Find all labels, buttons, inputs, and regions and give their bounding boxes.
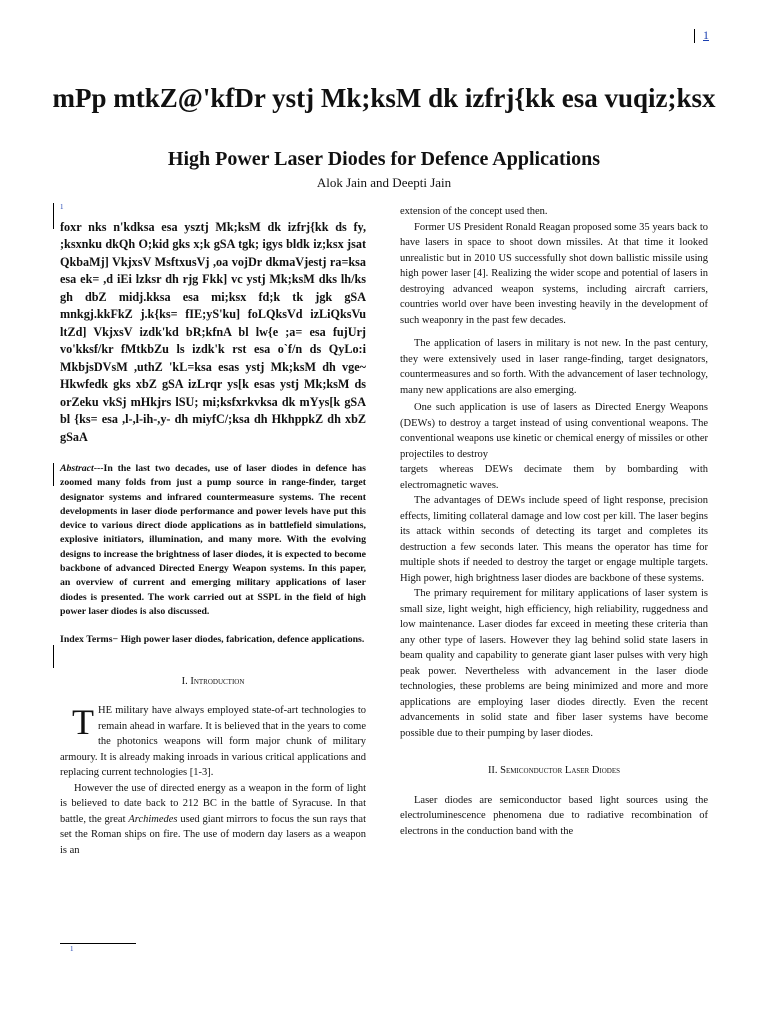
intro-p2-text: However the use of directed energy as a weapon in the form of light is believed to date back to 212 BC in the battle of Syracuse. In that battle, the great [60, 782, 366, 825]
authors: Alok Jain and Deepti Jain [316, 175, 452, 190]
left-column [60, 202, 366, 858]
abstract-text: In the last two decades, use of laser diodes in defence has zoomed many folds from just a pump source in range-finder, target designator systems and infrared countermeasure systems. The recent developments in laser diode performance and power levels have put this device to various direct diode applications as in battlefield simulations, explosive initiators, illumination, and many more. With the evolving designs to increase the brightness of laser diodes, it is expected to become backbone of advanced Directed Energy Weapon systems. In this paper, an overview of current and emerging military applications of laser diodes is presented. The work carried out at SSPL in the field of high power laser diodes is also discussed. [60, 463, 366, 617]
paragraph-reagan: Former US President Ronald Reagan proposed some 35 years back to have lasers in space to shoot down missiles. At that time it looked unrealistic but in 2010 US successfully shot down ballistic missile using high power laser [4]. Realizing the wider scope and potential of lasers in destroying advanced weapon systems, including aircraft carriers, countries world over have been investing heavily in the development of such weaponry in the past few decades. [400, 221, 708, 326]
change-bar [53, 463, 54, 486]
index-terms: Index Terms− High power laser diodes, fabrication, defence applications. [60, 634, 365, 646]
continued-text: extension of the concept used then. [400, 206, 548, 217]
change-bar [53, 203, 54, 229]
abstract-separator: --- [93, 463, 104, 474]
footnote-number[interactable]: 1 [70, 945, 74, 953]
drop-cap: T [72, 702, 94, 743]
title-english: High Power Laser Diodes for Defence Applications [167, 148, 601, 170]
page-number-link[interactable]: 1 [703, 28, 709, 42]
change-bar [53, 645, 54, 668]
paragraph-semiconductor: Laser diodes are semiconductor based light sources using the electroluminescence phenomena due to radiative recombination of electrons in the conduction band with the [400, 794, 708, 837]
paragraph-targets: targets whereas DEWs decimate them by bombarding with electromagnetic waves. [400, 464, 708, 491]
page-number [694, 28, 709, 43]
right-column [400, 204, 708, 839]
intro-text: military have always employed state-of-art technologies to remain ahead in warfare. It is believed that in the years to come the photonics weapons will form major chunk of military armoury. It is already making inroads in various critical applications and replacing current technologies [1-3]. [60, 705, 366, 779]
abstract [60, 462, 366, 619]
footnote-marker[interactable]: 1 [60, 203, 64, 211]
intro-paragraph [60, 703, 366, 781]
section-heading-semiconductor: II. Semiconductor Laser Diodes [487, 765, 621, 776]
intro-paragraph-2 [60, 781, 366, 859]
intro-first-word: HE [98, 705, 112, 717]
paragraph-primary: The primary requirement for military applications of laser system is small size, light weight, high efficiency, high reliability, ruggedness and low maintenance. Laser diodes far exceed in meeting these criteria than any other type of lasers. However they lag behind solid state lasers in beam quality and capability to generate giant laser pulses with very high peak power. Nevertheless with advancement in the laser diode technologies, these problems are being minimized and more and more applications are employing laser diodes directly. Even the recent advancements in solid state and fiber laser systems have become possible due to their pumping by laser diodes. [400, 588, 708, 739]
section-heading-introduction: I. Introduction [181, 675, 245, 687]
paragraph-dew: One such application is use of lasers as Directed Energy Weapons (DEWs) to destroy a target instead of using conventional weapons. The conventional weapons use kinetic or chemical energy of missiles or other projectiles to destroy [400, 402, 708, 460]
title-hindi: mPp mtkZ@'kfDr ystj Mk;ksM dk izfrj{kk esa vuqiz;ksx [52, 83, 716, 113]
paragraph-advantages: The advantages of DEWs include speed of light response, precision effects, limiting collateral damage and low cost per kill. The laser begins its attack within seconds of detecting its target and completes its destruction a few seconds later. This means the operator has time for multiple shots if needed to destroy the target or engage multiple targets. High power, high brightness laser diodes are backbone of these systems. [400, 495, 708, 584]
paragraph-military: The application of lasers in military is not new. In the past century, they were extensively used in laser range-finding, target designators, countermeasures and so forth. With the advancement of laser technology, many new applications are also emerging. [400, 338, 708, 396]
footnote-rule [60, 943, 136, 944]
intro-p2-text-end: used giant mirrors to focus the sun rays that set the Roman ships on fire. The use of modern day lasers as a weapon is an [60, 813, 366, 856]
abstract-label: Abstract [60, 463, 94, 474]
hindi-abstract: foxr nks n'kdksa esa ysztj Mk;ksM dk izfrj{kk ds fy, ;ksxnku dkQh O;kid gks x;k gSA tgk; igys bldk iz;ksx jsat QkbaMj] VkjxsV MsftxusVj ,oa vojDr dkmaVjestj ra=ksa esa ek= ,d iEi lzksr dh rjg Fkk] vc ystj Mk;ksM dks lh/ks gh dbZ midj.kksa esa mi;ksx fd;k tk jgk gSA mnkgj.kkFkZ j.k{ks= fIE;yS'ku] foLQksVd izLiQksVu ltZd] VkjxsV izdk'kd bR;kfnA bl lw{e ;a= esa fujUrj vo'kksf/kr fMtkbZu ls izdk'k rst esa o`f/n ds QyLo:i MkbjsDVsM ,uthZ 'kL=ksa esas ystj Mk;ksM dh vge~ Hkwfedk gks xbZ gSA izLrqr ys[k esas ystj Mk;ksM ds orZeku vkSj mHkjrs lSU; mi;ksfxrkvksa dk mYys[k gSA bl {ks= esa ,l-,l-ih-,y- dh miyfC/;ksa dh HkhppkZ dh xbZ gSaA [60, 219, 366, 444]
page-number-rule [694, 29, 695, 43]
archimedes-italic: Archimedes [128, 813, 178, 825]
